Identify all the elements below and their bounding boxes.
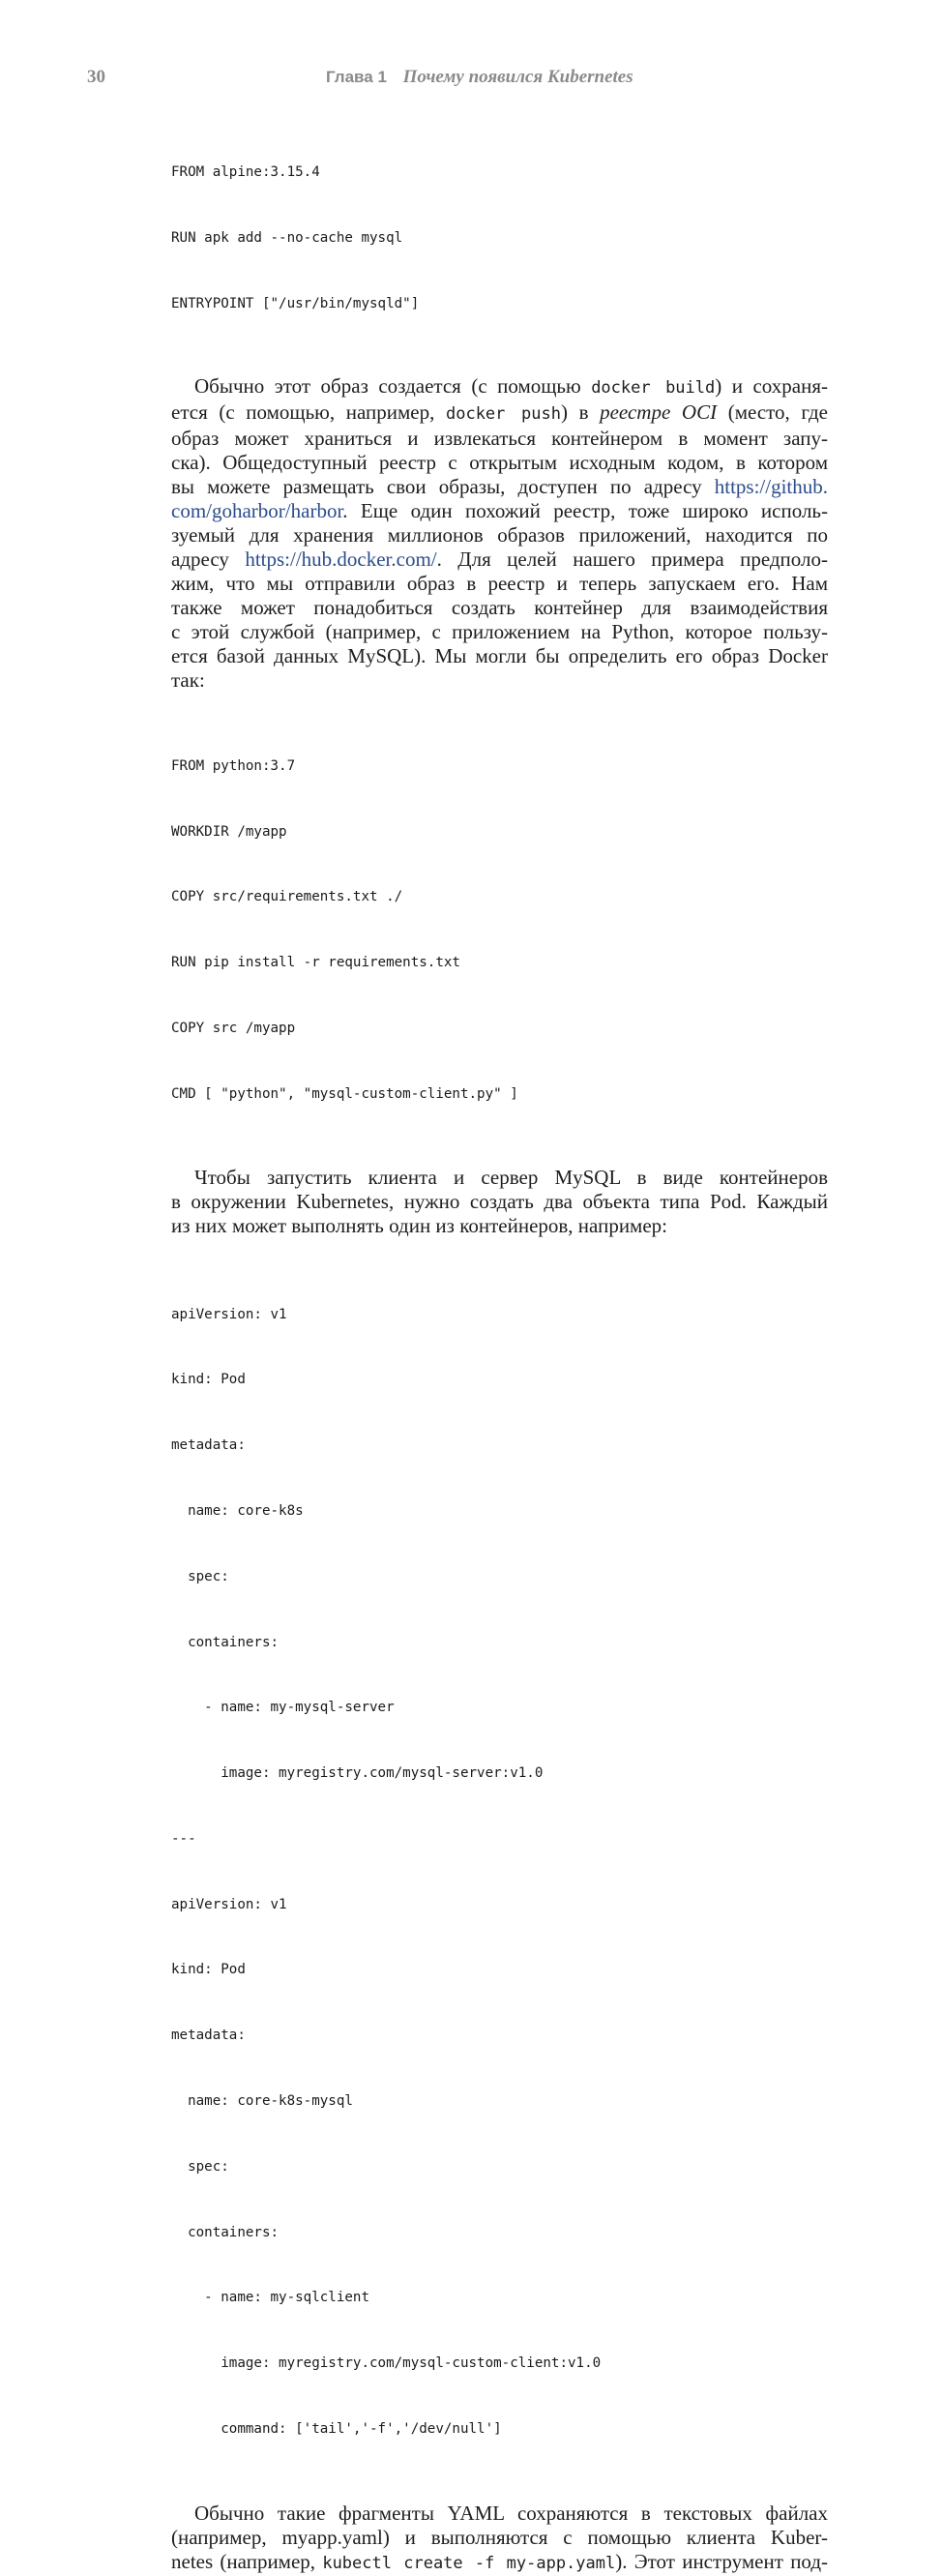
code-block-yaml-pods <box>171 1259 828 2483</box>
code-line: COPY src /myapp <box>171 1020 296 1036</box>
code-line: spec: <box>171 1568 229 1584</box>
code-line: WORKDIR /myapp <box>171 823 287 840</box>
text-run: вы можете размещать свои образы, доступен по адресу <box>171 474 715 498</box>
inline-code: docker build <box>591 377 716 398</box>
code-line: RUN pip install -r requirements.txt <box>171 955 460 971</box>
code-line: image: myregistry.com/mysql-server:v1.0 <box>171 1765 544 1782</box>
text-line: ется базой данных MySQL). Мы могли бы определить его образ Docker <box>171 643 828 667</box>
text-line: в окружении Kubernetes, нужно создать два объекта типа Pod. Каждый <box>171 1190 828 1214</box>
paragraph-registry <box>171 374 828 693</box>
inline-code: docker push <box>445 403 561 424</box>
text-line: с этой службой (например, с приложением на Python, которое пользу- <box>171 619 828 643</box>
text-run: ) и сохраня- <box>715 373 828 398</box>
text-line <box>171 374 828 400</box>
text-run: адресу <box>171 547 246 571</box>
emphasis-term: реестре OCI <box>600 400 718 424</box>
code-line: name: core-k8s <box>171 1502 304 1519</box>
code-line: metadata: <box>171 1437 246 1454</box>
code-line: FROM alpine:3.15.4 <box>171 164 320 181</box>
text-run: ). Этот инструмент под- <box>615 2549 828 2573</box>
inline-code: kubectl create -f my-app.yaml <box>322 2553 616 2573</box>
code-line: apiVersion: v1 <box>171 1896 287 1912</box>
text-run: (место, где <box>717 400 828 424</box>
text-run: ется (с помощью, например, <box>171 400 446 424</box>
text-line <box>171 548 828 572</box>
text-run: ) в <box>560 400 601 424</box>
code-line: - name: my-mysql-server <box>171 1700 395 1716</box>
text-run: . Еще один похожий реестр, тоже широко исполь- <box>342 498 828 522</box>
page-body <box>171 118 828 2576</box>
link-harbor[interactable]: https://github. <box>714 474 828 498</box>
text-line: Обычно такие фрагменты YAML сохраняются в текстовых файлах <box>194 2501 828 2525</box>
code-line: ENTRYPOINT ["/usr/bin/mysqld"] <box>171 295 420 311</box>
code-line: --- <box>171 1830 196 1847</box>
code-line: FROM python:3.7 <box>171 757 296 774</box>
paragraph-pods <box>171 1166 828 1238</box>
code-line: - name: my-sqlclient <box>171 2290 369 2306</box>
code-line: containers: <box>171 1634 280 1650</box>
text-line: жим, что мы отправили образ в реестр и теперь запускаем его. Нам <box>171 571 828 595</box>
link-docker-hub[interactable]: https://hub.docker.com/ <box>245 547 437 571</box>
text-run: Обычно этот образ создается (с помощью <box>194 373 592 398</box>
text-line <box>171 400 828 427</box>
code-line: COPY src/requirements.txt ./ <box>171 889 403 905</box>
text-line: образ может храниться и извлекаться контейнером в момент запу- <box>171 426 828 450</box>
code-line: image: myregistry.com/mysql-custom-client:v1.0 <box>171 2355 602 2372</box>
code-block-dockerfile-mysql <box>171 118 828 359</box>
code-line: command: ['tail','-f','/dev/null'] <box>171 2420 502 2437</box>
text-run: netes (например, <box>171 2549 323 2573</box>
text-line: ска). Общедоступный реестр с открытым исходным кодом, в котором <box>171 450 828 474</box>
page-number: 30 <box>87 67 105 87</box>
text-line: из них может выполнять один из контейнеров, например: <box>171 1214 668 1238</box>
text-line: также может понадобиться создать контейнер для взаимодействия <box>171 595 828 619</box>
running-header <box>326 67 633 88</box>
link-harbor-cont[interactable]: com/goharbor/harbor <box>171 498 343 522</box>
code-line: kind: Pod <box>171 1372 246 1388</box>
code-line: CMD [ "python", "mysql-custom-client.py" ] <box>171 1085 518 1102</box>
chapter-label: Глава 1 <box>326 68 387 86</box>
text-line <box>171 2550 828 2576</box>
code-line: metadata: <box>171 2028 246 2044</box>
code-line: name: core-k8s-mysql <box>171 2092 353 2109</box>
text-run: . Для целей нашего примера предполо- <box>436 547 828 571</box>
chapter-title: Почему появился Kubernetes <box>402 67 633 87</box>
text-line <box>171 475 828 499</box>
code-line: spec: <box>171 2158 229 2175</box>
code-line: kind: Pod <box>171 1962 246 1978</box>
code-block-dockerfile-python <box>171 712 828 1149</box>
text-line: так: <box>171 667 205 692</box>
code-line: containers: <box>171 2224 280 2240</box>
text-line: Чтобы запустить клиента и сервер MySQL в виде контейнеров <box>194 1166 828 1190</box>
code-line: RUN apk add --no-cache mysql <box>171 229 403 246</box>
text-line: зуемый для хранения миллионов образов приложений, находится по <box>171 522 828 547</box>
paragraph-yaml-files <box>171 2502 828 2576</box>
text-line: (например, myapp.yaml) и выполняются с помощью клиента Kuber- <box>171 2525 828 2549</box>
text-line <box>171 499 828 523</box>
code-line: apiVersion: v1 <box>171 1306 287 1322</box>
